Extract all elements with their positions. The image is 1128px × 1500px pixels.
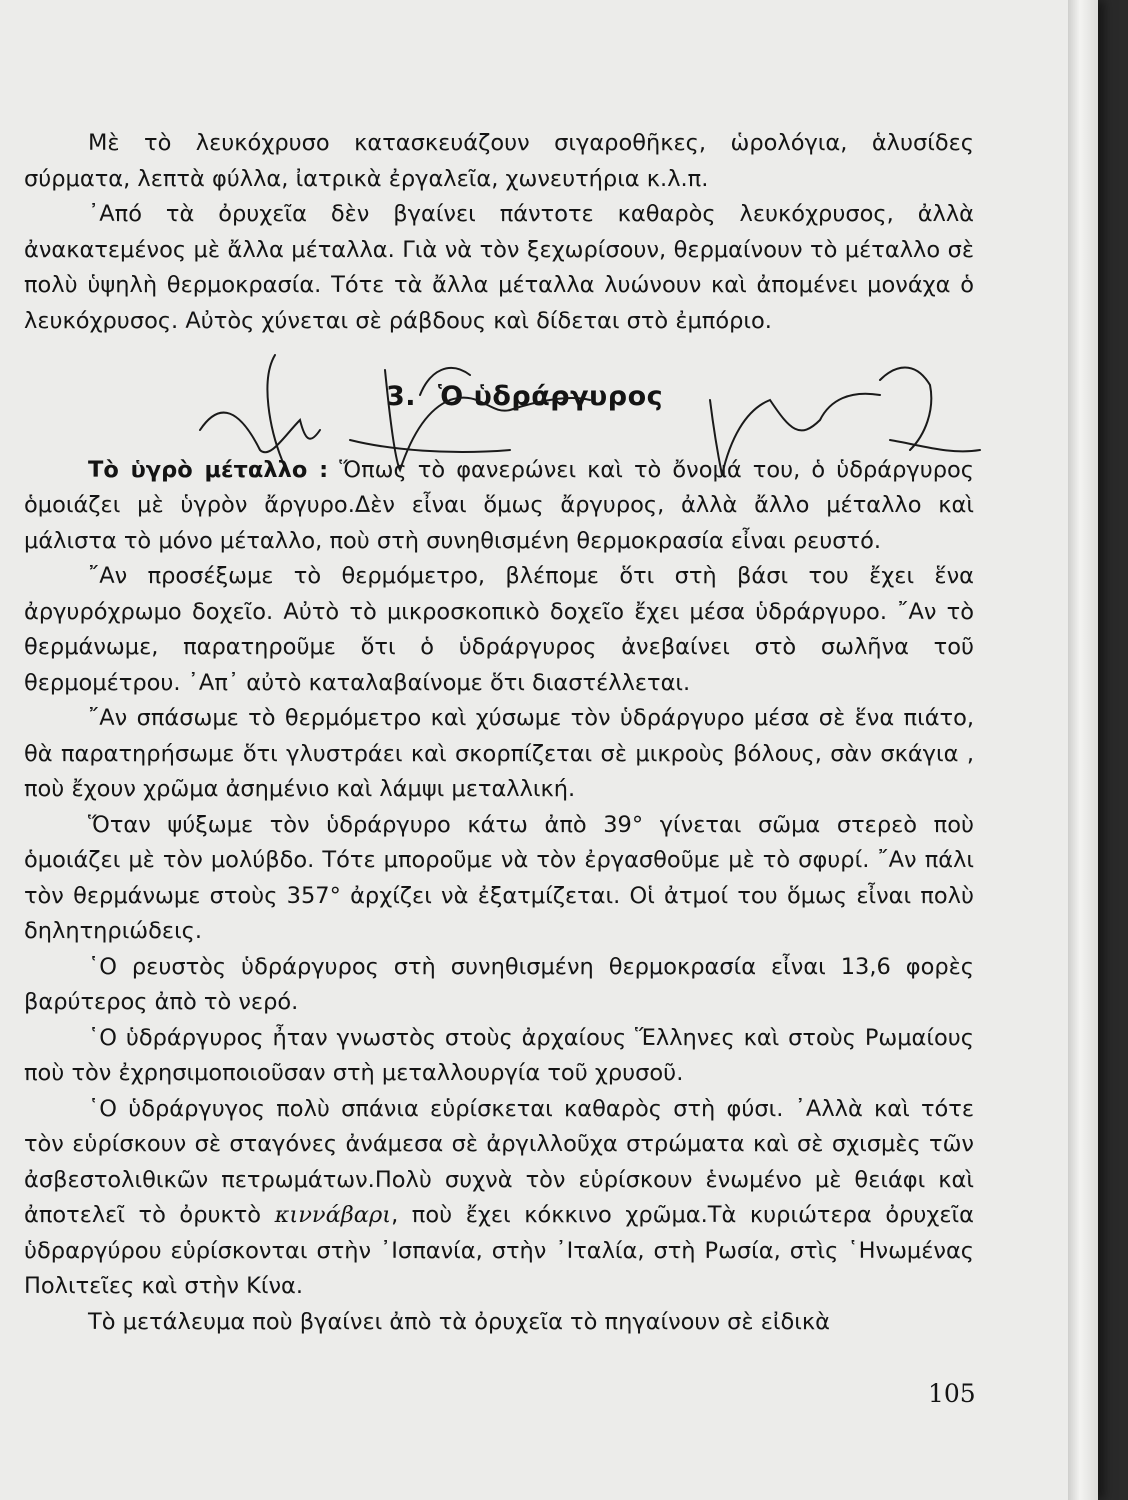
body-paragraph-2: ῎Αν προσέξωμε τὸ θερμόμετρο, βλέπομε ὅτι στὴ βάσι του ἔχει ἕνα ἀργυρόχρωμο δοχεῖο. Αὐτὸ τὸ μικροσκοπικὸ δοχεῖο ἔχει μέσα ὑδράργυρο. ῎Αν τὸ θερμάνωμε, παρατηροῦμε ὅτι ὁ ὑδράργυρος ἀνεβαίνει στὸ σωλῆνα τοῦ θερμομέτρου. ᾿Απ᾿ αὐτὸ καταλαβαίνομε ὅτι διαστέλλεται. (24, 563, 974, 696)
section-number: 3. (386, 381, 417, 412)
mineral-term: κιννάβαρι (274, 1202, 392, 1228)
body-paragraph-5: ῾Ο ρευστὸς ὑδράργυρος στὴ συνηθισμένη θερμοκρασία εἶναι 13,6 φορὲς βαρύτερος ἀπὸ τὸ νερό. (24, 953, 974, 1015)
intro-paragraph-2: ᾿Από τὰ ὀρυχεῖα δὲν βγαίνει πάντοτε καθαρὸς λευκόχρυσος, ἀλλὰ ἀνακατεμένος μὲ ἄλλα μέταλλα. Γιὰ νὰ τὸν ξεχωρίσουν, θερμαίνουν τὸ μέταλλο σὲ πολὺ ὑψηλὴ θερμοκρασία. Τότε τὰ ἄλλα μέταλλα λυώνουν καὶ ἀπομένει μονάχα ὁ λευκόχρυσος. Αὐτὸς χύνεται σὲ ράβδους καὶ δίδεται στὸ ἐμπόριο. (24, 201, 974, 334)
section-heading (24, 379, 974, 415)
body-paragraph-8: Τὸ μετάλευμα ποὺ βγαίνει ἀπὸ τὰ ὀρυχεῖα τὸ πηγαίνουν σὲ εἰδικὰ (88, 1308, 830, 1335)
text-block (24, 126, 974, 1340)
body-paragraph-7 (24, 1092, 974, 1305)
intro-paragraph-1: Μὲ τὸ λευκόχρυσο κατασκευάζουν σιγαροθῆκες, ὡρολόγια, ἁλυσίδες σύρματα, λεπτὰ φύλλα, ἰατρικὰ ἐργαλεῖα, χωνευτήρια κ.λ.π. (24, 130, 974, 192)
body-paragraph-1-text: Ὅπως τὸ φανερώνει καὶ τὸ ὄνομά του, ὁ ὑδράργυρος ὁμοιάζει μὲ ὑγρὸν ἄργυρο.Δὲν εἶναι ὅμως ἄργυρος, ἀλλὰ ἄλλο μέταλλο καὶ μάλιστα τὸ μόνο μέταλλο, ποὺ στὴ συνηθισμένη θερμοκρασία εἶναι ρευστό. (24, 456, 975, 554)
body-paragraph-1 (24, 453, 974, 560)
body-paragraph-6: ῾Ο ὑδράργυρος ἦταν γνωστὸς στοὺς ἀρχαίους Ἕλληνες καὶ στοὺς Ρωμαίους ποὺ τὸν ἐχρησιμοποιοῦσαν στὴ μεταλλουργία τοῦ χρυσοῦ. (24, 1024, 974, 1086)
body-paragraph-7-text: ῾Ο ὑδράργυγος πολὺ σπάνια εὑρίσκεται καθαρὸς στὴ φύσι. ᾿Αλλὰ καὶ τότε τὸν εὑρίσκουν σὲ σταγόνες ἀνάμεσα σὲ ἀργιλλοῦχα στρώματα καὶ σὲ σχισμὲς τῶν ἀσβεστολιθικῶν πετρωμάτων.Πολὺ συχνὰ τὸν εὑρίσκουν ἑνωμένο μὲ θειάφι καὶ ἀποτελεῖ τὸ ὀρυκτὸ (24, 1095, 974, 1228)
body-paragraph-3: ῎Αν σπάσωμε τὸ θερμόμετρο καὶ χύσωμε τὸν ὑδράργυρο μέσα σὲ ἕνα πιάτο, θὰ παρατηρήσωμε ὅτι γλυστράει καὶ σκορπίζεται σὲ μικροὺς βόλους, σὰν σκάγια , ποὺ ἔχουν χρῶμα ἀσημένιο καὶ λάμψι μεταλλική. (24, 705, 974, 802)
page-number: 105 (928, 1379, 976, 1408)
page-edge (1068, 0, 1098, 1500)
body-paragraph-4: Ὅταν ψύξωμε τὸν ὑδράργυρο κάτω ἀπὸ 39° γίνεται σῶμα στερεὸ ποὺ ὁμοιάζει μὲ τὸν μολύβδο. Τότε μποροῦμε νὰ τὸν ἐργασθοῦμε μὲ τὸ σφυρί. ῎Αν πάλι τὸν θερμάνωμε στοὺς 357° ἀρχίζει νὰ ἐξατμίζεται. Οἱ ἀτμοί του ὅμως εἶναι πολὺ δηλητηριώδεις. (24, 811, 974, 944)
body-paragraph-7-end: , ποὺ ἔχει κόκκινο χρῶμα.Τὰ κυριώτερα ὀρυχεῖα ὑδραργύρου εὑρίσκονται στὴν ᾿Ισπανία, στὴν ᾿Ιταλία, στὴ Ρωσία, στὶς ῾Ηνωμένας Πολιτεῖες καὶ στὴν Κίνα. (24, 1202, 974, 1299)
lead-term: Τὸ ὑγρὸ μέταλλο : (88, 456, 329, 483)
section-title: Ὁ ὑδράργυρος (438, 381, 664, 412)
